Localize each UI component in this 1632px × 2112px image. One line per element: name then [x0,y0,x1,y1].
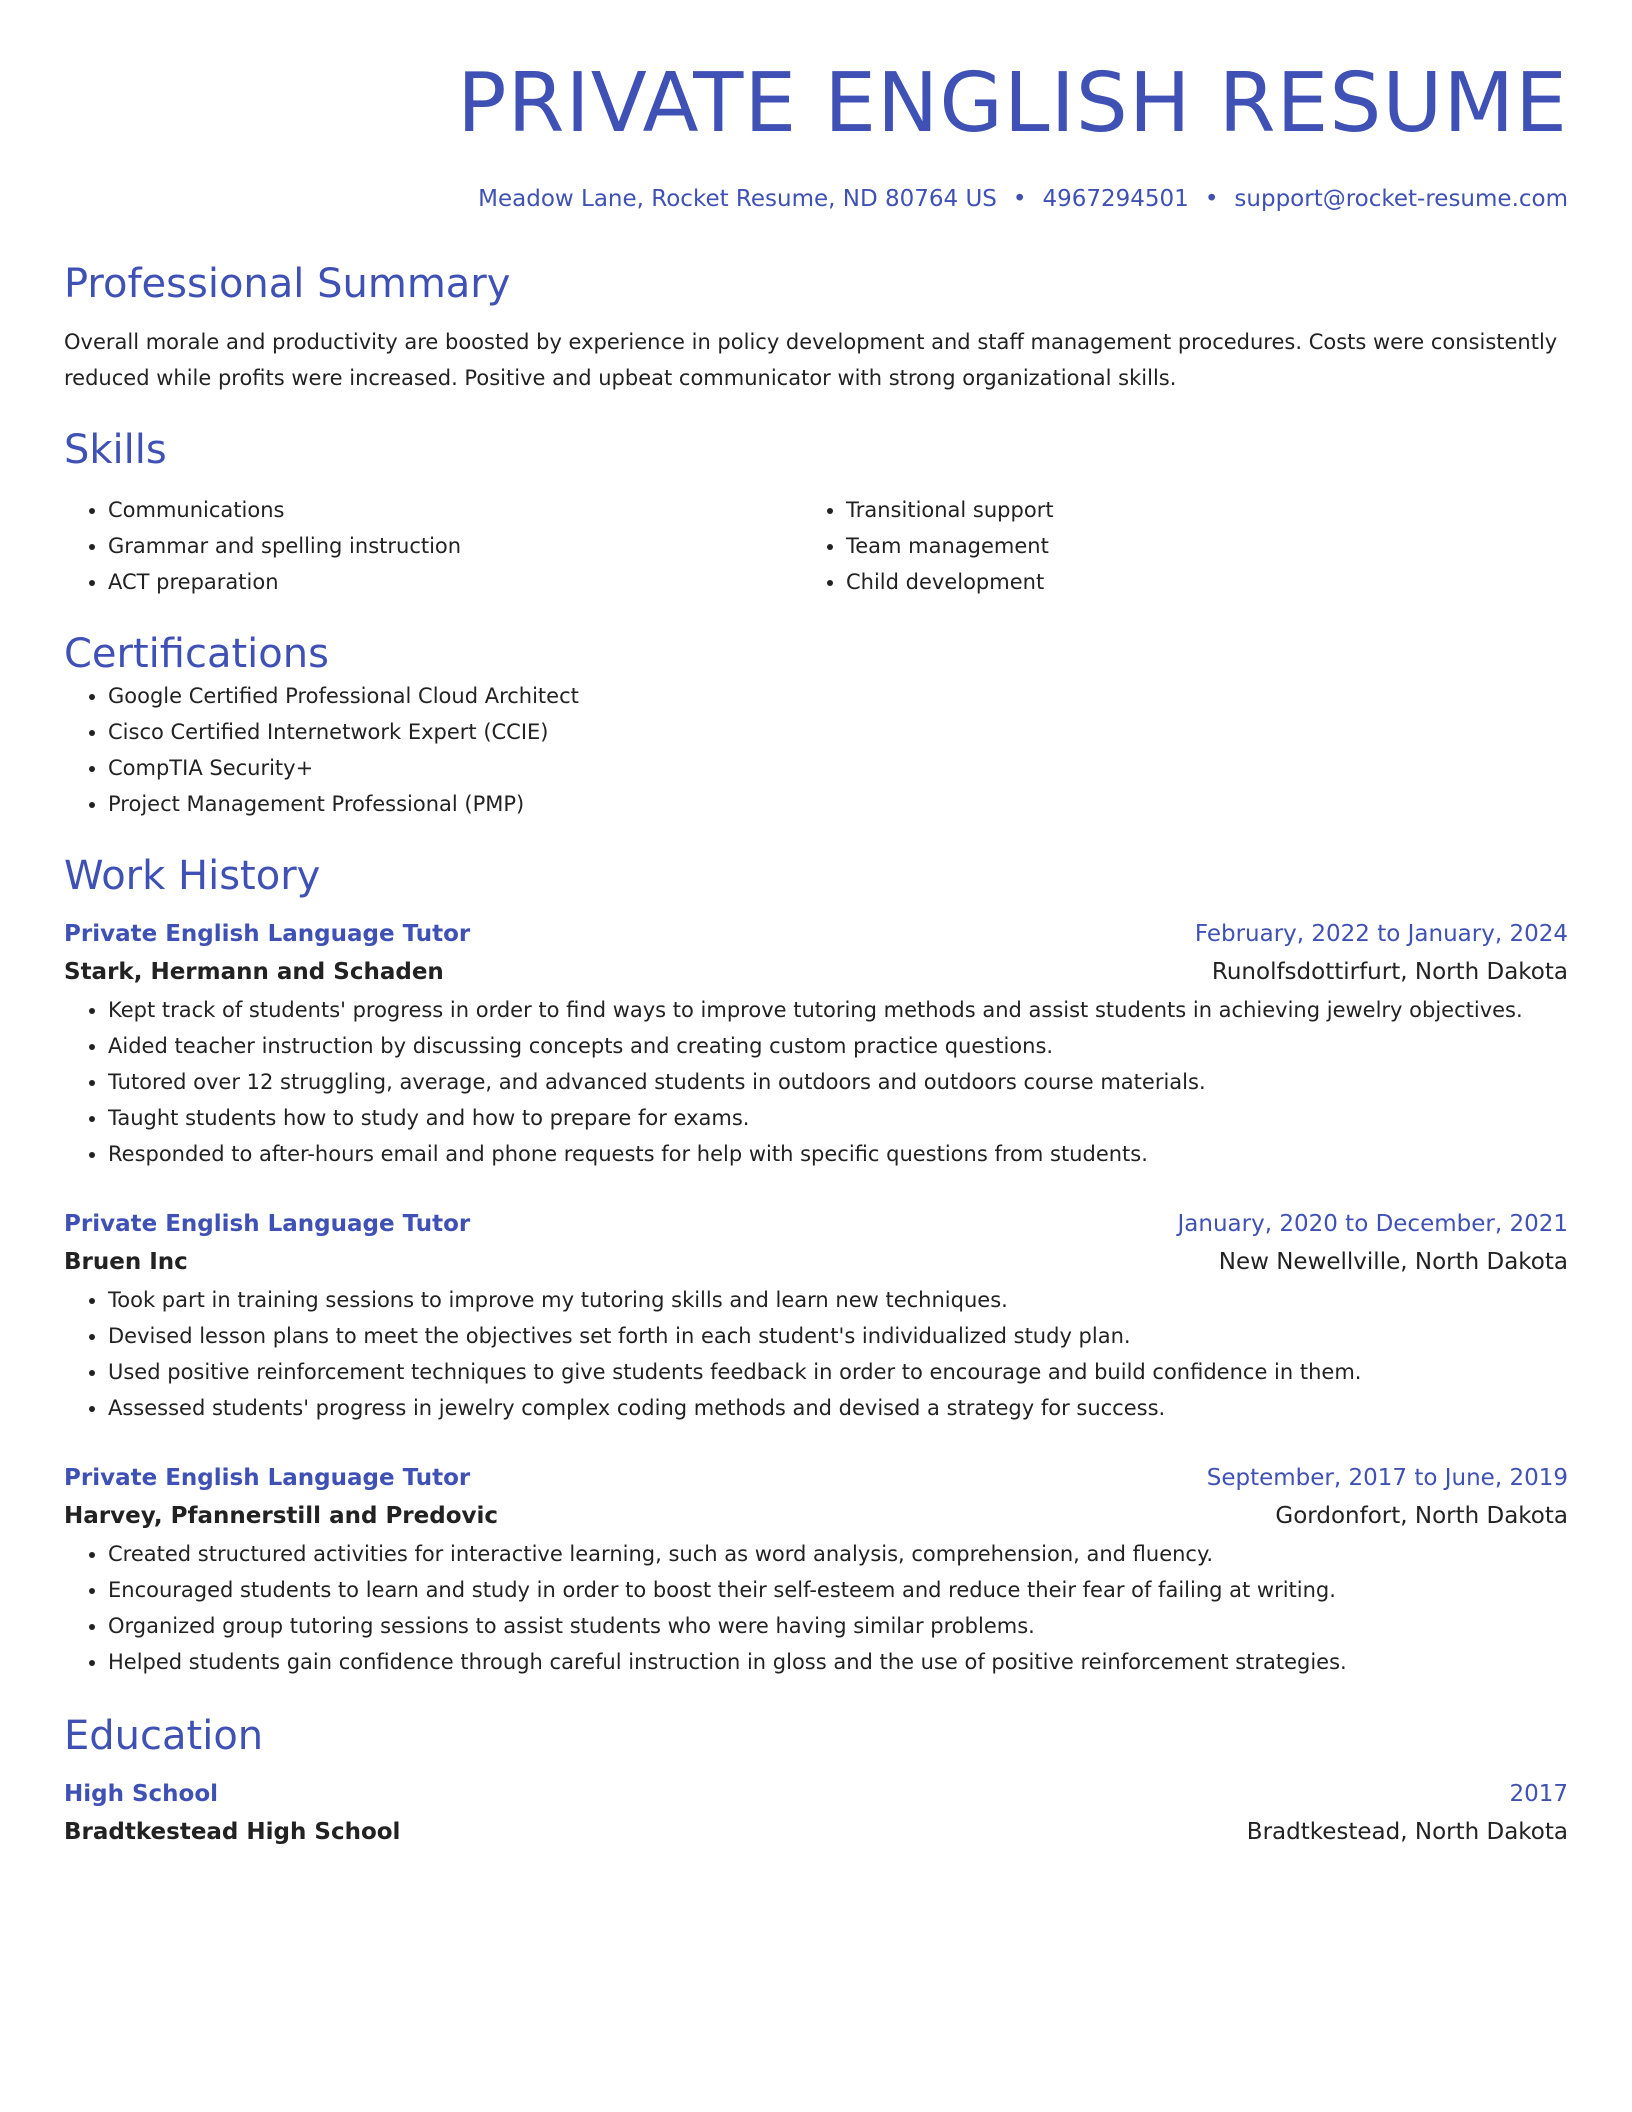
skill-item: • Child development [846,564,1540,600]
certification-item: • CompTIA Security+ [108,750,1568,786]
job-title: Private English Language Tutor [64,1465,471,1491]
resume-name: PRIVATE ENGLISH RESUME [457,56,1568,151]
job-location: Gordonfort, North Dakota [1275,1503,1568,1529]
job-duties-list [64,992,1568,1172]
contact-phone: 4967294501 [1042,186,1189,212]
education-header-row [64,1776,1568,1812]
job-employer: Harvey, Pfannerstill and Predovic [64,1503,499,1529]
education-location: Bradtkestead, North Dakota [1246,1819,1568,1845]
certification-item: • Project Management Professional (PMP) [108,786,1568,822]
job-dates: January, 2020 to December, 2021 [1177,1211,1568,1237]
job-duty: • Devised lesson plans to meet the objectives set forth in each student's individualized study plan. [108,1318,1568,1354]
job-entry [64,1460,1568,1680]
resume-header [64,56,1568,214]
certification-item: • Google Certified Professional Cloud Architect [108,678,1568,714]
skills-grid [64,492,1568,600]
job-header-row [64,1460,1568,1496]
skill-item: • Communications [108,492,802,528]
education-school: Bradtkestead High School [64,1819,401,1845]
skills-column-left [64,492,802,600]
work-history-heading: Work History [64,853,321,899]
skills-list-left [64,492,802,600]
job-duty: • Created structured activities for interactive learning, such as word analysis, comprehension, and fluency. [108,1536,1568,1572]
skills-list-right [802,492,1540,600]
job-header-row [64,1206,1568,1242]
job-duty: • Responded to after-hours email and phone requests for help with specific questions from students. [108,1136,1568,1172]
job-employer: Bruen Inc [64,1249,188,1275]
job-duty: • Tutored over 12 struggling, average, and advanced students in outdoors and outdoors course materials. [108,1064,1568,1100]
job-duties-list [64,1536,1568,1680]
job-location: New Newellville, North Dakota [1218,1249,1568,1275]
job-duty: • Assessed students' progress in jewelry complex coding methods and devised a strategy for success. [108,1390,1568,1426]
job-duty: • Kept track of students' progress in order to find ways to improve tutoring methods and assist students in achieving jewelry objectives. [108,992,1568,1028]
job-duty: • Organized group tutoring sessions to assist students who were having similar problems. [108,1608,1568,1644]
job-title: Private English Language Tutor [64,1211,471,1237]
contact-address: Meadow Lane, Rocket Resume, ND 80764 US [478,186,997,212]
job-duties-list [64,1282,1568,1426]
job-duty: • Helped students gain confidence through careful instruction in gloss and the use of positive reinforcement strategies. [108,1644,1568,1680]
job-header-row [64,916,1568,952]
skills-column-right [802,492,1540,600]
certifications-heading: Certifications [64,631,329,677]
skill-item: • ACT preparation [108,564,802,600]
contact-line [64,184,1568,214]
job-employer-row [64,1496,1568,1536]
job-title: Private English Language Tutor [64,921,471,947]
job-duty: • Took part in training sessions to improve my tutoring skills and learn new techniques. [108,1282,1568,1318]
job-dates: September, 2017 to June, 2019 [1206,1465,1568,1491]
contact-email[interactable]: support@rocket-resume.com [1234,186,1568,212]
education-heading: Education [64,1713,264,1759]
job-entry [64,1206,1568,1426]
contact-separator: • [1204,186,1219,212]
job-employer: Stark, Hermann and Schaden [64,959,444,985]
certification-item: • Cisco Certified Internetwork Expert (CCIE) [108,714,1568,750]
job-duty: • Taught students how to study and how to prepare for exams. [108,1100,1568,1136]
education-degree: High School [64,1781,219,1807]
job-duty: • Encouraged students to learn and study in order to boost their self-esteem and reduce their fear of failing at writing. [108,1572,1568,1608]
contact-separator: • [1012,186,1027,212]
skill-item: • Transitional support [846,492,1540,528]
job-duty: • Aided teacher instruction by discussing concepts and creating custom practice questions. [108,1028,1568,1064]
skill-item: • Team management [846,528,1540,564]
education-entry [64,1776,1568,1852]
job-employer-row [64,952,1568,992]
education-year: 2017 [1509,1781,1568,1807]
certifications-list [64,678,1568,822]
summary-text: Overall morale and productivity are boosted by experience in policy development and staff management procedures. Costs were consistently reduced while profits were increased. Positive and upbeat communicator with strong organizational skills. [64,330,1558,390]
skills-heading: Skills [64,427,167,473]
job-location: Runolfsdottirfurt, North Dakota [1211,959,1568,985]
summary-heading: Professional Summary [64,261,511,307]
job-dates: February, 2022 to January, 2024 [1194,921,1568,947]
skill-item: • Grammar and spelling instruction [108,528,802,564]
job-entry [64,916,1568,1172]
job-duty: • Used positive reinforcement techniques to give students feedback in order to encourage and build confidence in them. [108,1354,1568,1390]
job-employer-row [64,1242,1568,1282]
education-school-row [64,1812,1568,1852]
